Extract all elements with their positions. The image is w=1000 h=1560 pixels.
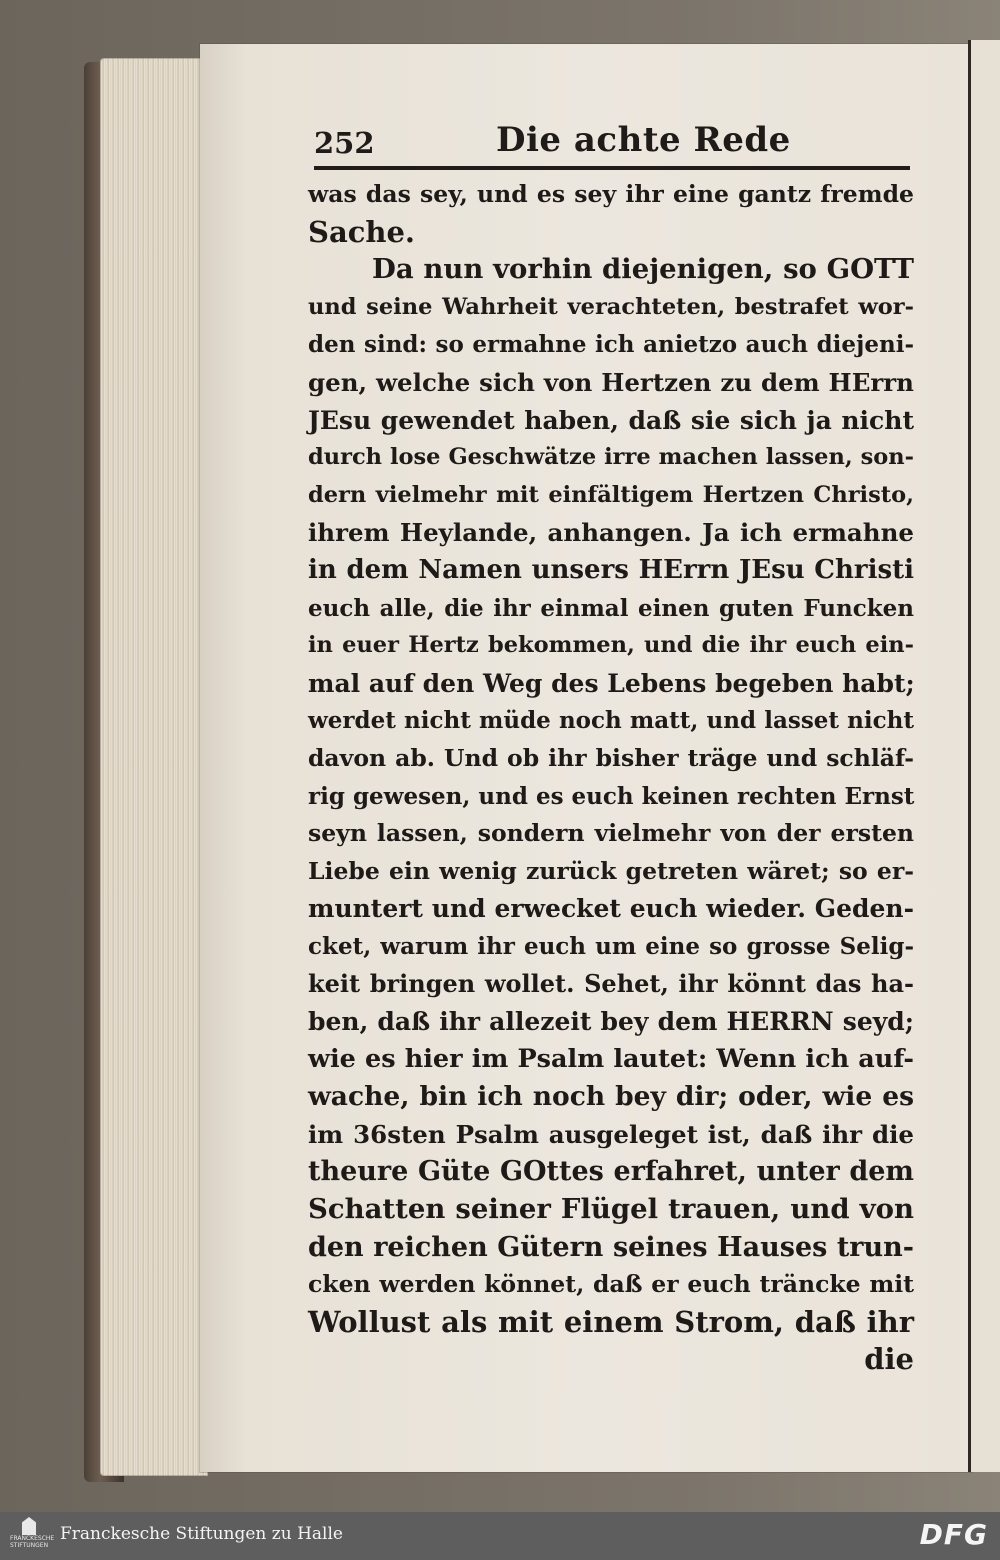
text-line: rig gewesen, und es euch keinen rechten Ernst xyxy=(308,782,915,810)
header-rule xyxy=(314,166,910,170)
catchword: die xyxy=(864,1342,914,1377)
page-header xyxy=(314,118,914,168)
text-line: wie es hier im Psalm lautet: Wenn ich auf- xyxy=(308,1043,914,1074)
text-line: keit bringen wollet. Sehet, ihr könnt das ha- xyxy=(308,969,914,999)
text-line: in dem Namen unsers HErrn JEsu Christi xyxy=(308,554,914,585)
text-line: euch alle, die ihr einmal einen guten Funcken xyxy=(308,594,914,622)
viewer-footer xyxy=(0,1512,1000,1560)
text-line: ihrem Heylande, anhangen. Ja ich ermahne xyxy=(308,518,914,548)
text-line: im 36sten Psalm ausgeleget ist, daß ihr die xyxy=(308,1119,914,1149)
text-line: JEsu gewendet haben, daß sie sich ja nicht xyxy=(308,405,914,435)
facing-page-edge xyxy=(968,40,1000,1472)
text-line: den reichen Gütern seines Hauses trun- xyxy=(308,1231,914,1263)
text-line: in euer Hertz bekommen, und die ihr euch ein- xyxy=(308,632,914,659)
text-line: den sind: so ermahne ich anietzo auch diejeni- xyxy=(308,331,914,359)
page-number: 252 xyxy=(314,126,375,160)
institution-name: Franckesche Stiftungen zu Halle xyxy=(60,1524,343,1544)
text-line: Schatten seiner Flügel trauen, und von xyxy=(308,1193,914,1226)
text-line: Da nun vorhin diejenigen, so GOTT xyxy=(372,253,914,286)
text-line: cket, warum ihr euch um eine so grosse Selig- xyxy=(308,932,914,960)
page-edges xyxy=(100,58,208,1476)
text-line: seyn lassen, sondern vielmehr von der ersten xyxy=(308,819,914,848)
text-line: Sache. xyxy=(308,214,416,249)
text-line: theure Güte GOttes erfahret, unter dem xyxy=(308,1156,914,1188)
text-line: werdet nicht müde noch matt, und lasset nicht xyxy=(308,707,914,735)
body-text xyxy=(308,176,914,1379)
text-line: was das sey, und es sey ihr eine gantz fremde xyxy=(308,180,914,208)
text-line: davon ab. Und ob ihr bisher träge und schläf- xyxy=(308,743,914,772)
building-icon xyxy=(22,1517,36,1535)
dfg-logo[interactable]: DFG xyxy=(919,1518,988,1551)
text-line: dern vielmehr mit einfältigem Hertzen Christo, xyxy=(308,481,914,508)
text-line: muntert und erwecket euch wieder. Geden- xyxy=(308,894,914,924)
text-line: Wollust als mit einem Strom, daß ihr xyxy=(308,1304,914,1339)
text-line: Liebe ein wenig zurück getreten wäret; so er- xyxy=(308,856,914,885)
text-line: gen, welche sich von Hertzen zu dem HErrn xyxy=(308,367,914,397)
institution-logo[interactable] xyxy=(10,1517,55,1555)
text-line: wache, bin ich noch bey dir; oder, wie es xyxy=(308,1081,914,1113)
text-line: mal auf den Weg des Lebens begeben habt; xyxy=(308,668,915,698)
text-line: ben, daß ihr allezeit bey dem HERRN seyd; xyxy=(308,1007,914,1037)
text-line: durch lose Geschwätze irre machen lassen, son- xyxy=(308,444,914,471)
logo-text-2: STIFTUNGEN xyxy=(10,1542,49,1549)
logo-text-1: FRANCKESCHE xyxy=(10,1535,55,1542)
text-line: und seine Wahrheit verachteten, bestrafet wor- xyxy=(308,293,914,320)
running-head: Die achte Rede xyxy=(496,120,791,160)
text-line: cken werden könnet, daß er euch träncke mit xyxy=(308,1270,914,1299)
